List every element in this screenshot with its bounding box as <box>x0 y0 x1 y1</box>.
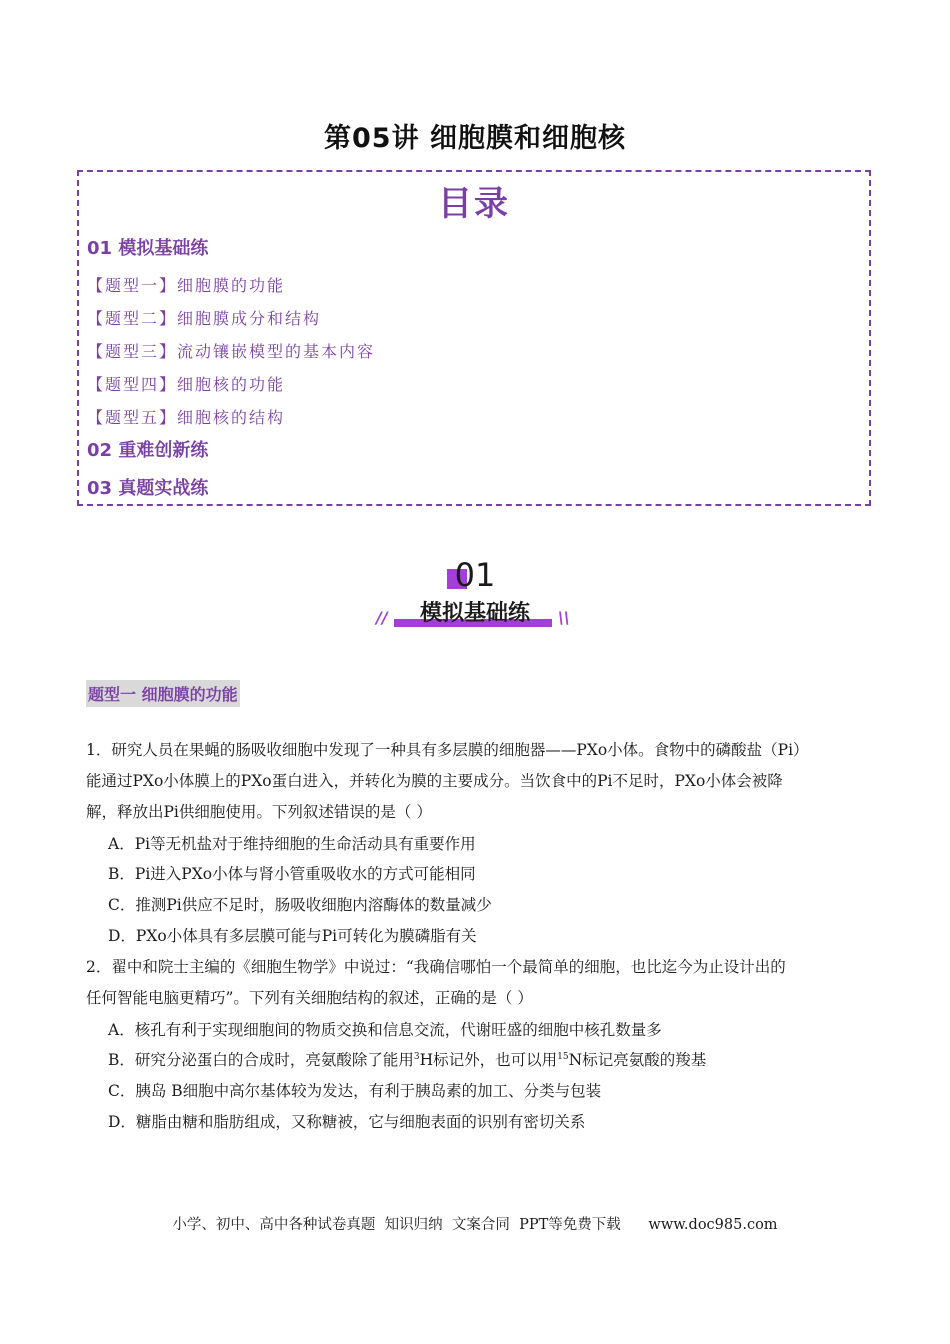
option-b-text-2: H标记外，也可以用 <box>419 1051 558 1069</box>
question-type-heading: 题型一 细胞膜的功能 <box>86 680 240 707</box>
isotope-superscript-15: 15 <box>557 1051 569 1062</box>
toc-item-type-3[interactable]: 【题型三】流动镶嵌模型的基本内容 <box>87 342 376 361</box>
question-1-option-c[interactable]: C．推测Pi供应不足时，肠吸收细胞内溶酶体的数量减少 <box>108 896 492 914</box>
question-2-option-d[interactable]: D．糖脂由糖和脂肪组成，又称糖被，它与细胞表面的识别有密切关系 <box>108 1113 586 1131</box>
question-2-stem-line-2: 任何智能电脑更精巧”。下列有关细胞结构的叙述，正确的是（ ） <box>86 989 533 1007</box>
question-1-option-b[interactable]: B．Pi进入PXo小体与肾小管重吸收水的方式可能相同 <box>108 865 476 883</box>
toc-item-type-4[interactable]: 【题型四】细胞核的功能 <box>87 375 286 394</box>
option-b-text-1: B．研究分泌蛋白的合成时，亮氨酸除了能用 <box>108 1051 414 1069</box>
toc-item-type-1[interactable]: 【题型一】细胞膜的功能 <box>87 276 286 295</box>
banner-right-mark: \\ <box>558 608 570 627</box>
question-1-stem-line-1: 1．研究人员在果蝇的肠吸收细胞中发现了一种具有多层膜的细胞器——PXo小体。食物中的磷酸盐（Pi） <box>86 741 809 759</box>
question-1-stem-line-2: 能通过PXo小体膜上的PXo蛋白进入，并转化为膜的主要成分。当饮食中的Pi不足时，PXo小体会被降 <box>86 772 783 790</box>
page-footer: 小学、初中、高中各种试卷真题 知识归纳 文案合同 PPT等免费下载 www.doc985.com <box>172 1217 778 1233</box>
toc-heading: 目录 <box>438 184 510 224</box>
option-b-text-3: N标记亮氨酸的羧基 <box>568 1051 707 1069</box>
question-1-option-d[interactable]: D．PXo小体具有多层膜可能与Pi可转化为膜磷脂有关 <box>108 927 477 945</box>
toc-section-1[interactable]: 01 模拟基础练 <box>87 238 209 259</box>
document-title: 第05讲 细胞膜和细胞核 <box>324 123 626 154</box>
question-2-option-b[interactable] <box>108 1048 706 1070</box>
toc-section-2[interactable]: 02 重难创新练 <box>87 440 209 461</box>
question-2-stem-line-1: 2．翟中和院士主编的《细胞生物学》中说过：“我确信哪怕一个最简单的细胞，也比迄今为止设计出的 <box>86 958 786 976</box>
question-1-option-a[interactable]: A．Pi等无机盐对于维持细胞的生命活动具有重要作用 <box>108 835 476 853</box>
banner-number: 01 <box>454 556 496 594</box>
question-1-stem-line-3: 解，释放出Pi供细胞使用。下列叙述错误的是（ ） <box>86 803 432 821</box>
toc-section-3[interactable]: 03 真题实战练 <box>87 478 209 499</box>
question-2-option-a[interactable]: A．核孔有利于实现细胞间的物质交换和信息交流，代谢旺盛的细胞中核孔数量多 <box>108 1021 662 1039</box>
table-of-contents <box>77 170 871 506</box>
question-2-option-c[interactable]: C．胰岛 B细胞中高尔基体较为发达，有利于胰岛素的加工、分类与包装 <box>108 1082 602 1100</box>
toc-item-type-5[interactable]: 【题型五】细胞核的结构 <box>87 408 286 427</box>
section-banner <box>370 556 580 636</box>
banner-left-mark: // <box>376 608 388 627</box>
toc-item-type-2[interactable]: 【题型二】细胞膜成分和结构 <box>87 309 322 328</box>
banner-label: 模拟基础练 <box>419 601 530 626</box>
isotope-superscript-3: 3 <box>413 1051 420 1062</box>
